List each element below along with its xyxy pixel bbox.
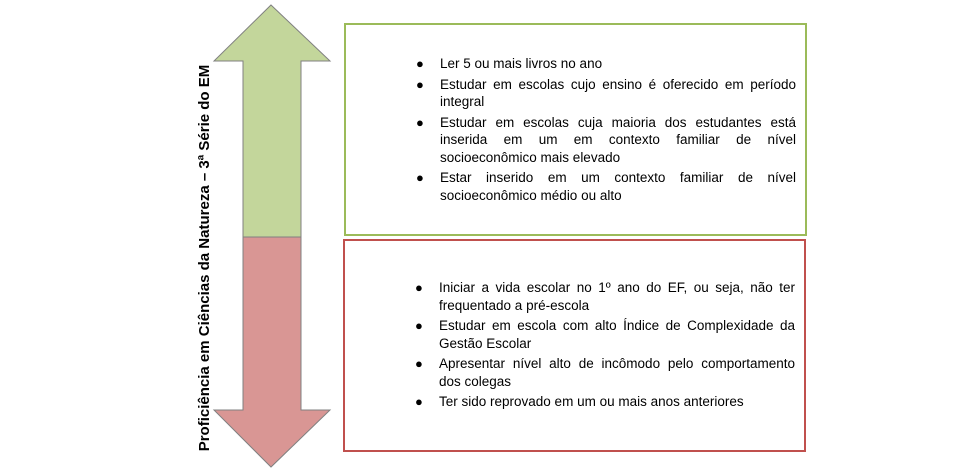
negative-factors-list	[415, 279, 795, 414]
axis-label: Proficiência em Ciências da Natureza – 3ª Série do EM	[196, 64, 213, 452]
list-item-text: Apresentar nível alto de incômodo pelo comportamento dos colegas	[439, 356, 795, 389]
list-item-text: Estudar em escola com alto Índice de Complexidade da Gestão Escolar	[439, 318, 795, 351]
list-item-text: Estudar em escolas cuja maioria dos estudantes está inserida em um em contexto familiar de nível socioeconômico mais elevado	[440, 114, 796, 165]
list-item-text: Iniciar a vida escolar no 1º ano do EF, ou seja, não ter frequentado a pré-escola	[439, 280, 795, 313]
arrow-down-negative	[214, 237, 330, 467]
list-item	[415, 355, 795, 390]
positive-factors-list	[416, 55, 796, 207]
bullet-icon: ●	[415, 318, 423, 333]
list-item	[415, 317, 795, 352]
bullet-icon: ●	[415, 356, 423, 371]
negative-factors-box	[343, 239, 806, 452]
positive-factors-box	[344, 23, 807, 236]
bullet-icon: ●	[416, 114, 424, 130]
arrow-up-positive	[214, 5, 330, 237]
list-item	[415, 393, 795, 411]
list-item	[416, 55, 796, 73]
bullet-icon: ●	[416, 76, 424, 92]
list-item-text: Ter sido reprovado em um ou mais anos anteriores	[439, 394, 744, 409]
bullet-icon: ●	[415, 394, 423, 409]
list-item	[415, 279, 795, 314]
list-item-text: Estar inserido em um contexto familiar de nível socioeconômico médio ou alto	[440, 170, 796, 203]
list-item	[416, 114, 796, 167]
list-item	[416, 76, 796, 111]
bullet-icon: ●	[415, 280, 423, 295]
list-item-text: Ler 5 ou mais livros no ano	[440, 56, 603, 71]
list-item	[416, 169, 796, 204]
bullet-icon: ●	[416, 56, 424, 71]
bullet-icon: ●	[416, 170, 424, 185]
list-item-text: Estudar em escolas cujo ensino é oferecido em período integral	[440, 76, 796, 109]
